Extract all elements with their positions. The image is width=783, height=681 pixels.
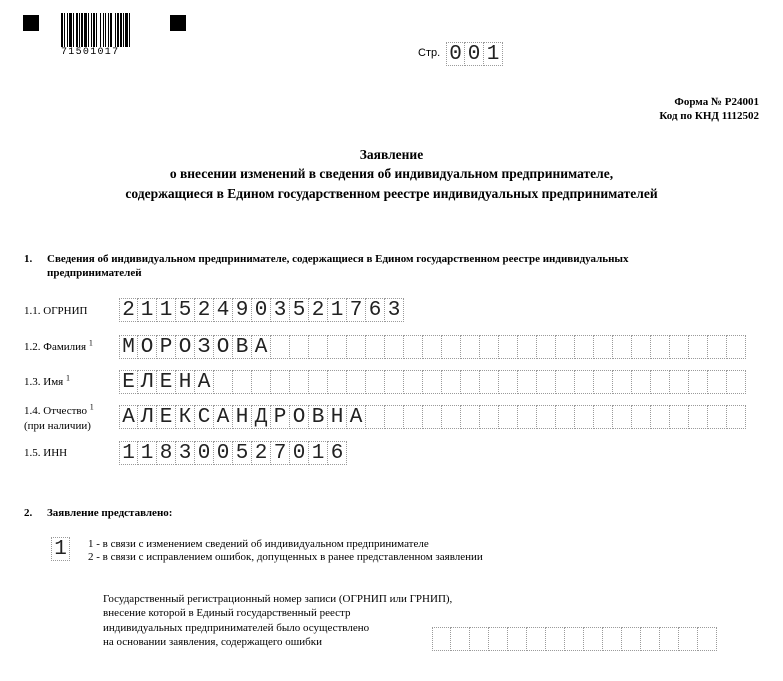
char-cell xyxy=(698,627,717,651)
char-cell xyxy=(708,335,727,359)
char-cell: 1 xyxy=(157,298,176,322)
char-cell xyxy=(271,370,290,394)
char-cell: 7 xyxy=(271,441,290,465)
barcode-bar xyxy=(93,13,95,47)
char-cell xyxy=(651,405,670,429)
barcode-bar xyxy=(103,13,104,47)
char-cell xyxy=(546,627,565,651)
surname-field[interactable] xyxy=(119,335,746,359)
char-cell xyxy=(480,405,499,429)
char-cell xyxy=(252,370,271,394)
char-cell: О xyxy=(290,405,309,429)
char-cell: Е xyxy=(157,405,176,429)
char-cell xyxy=(679,627,698,651)
char-cell xyxy=(461,405,480,429)
barcode-bar xyxy=(96,13,97,47)
grn-description-line-2: внесение которой в Единый государственный реестр xyxy=(103,607,351,619)
patronymic-label-text: 1.4. Отчество xyxy=(24,405,87,417)
char-cell: З xyxy=(195,335,214,359)
char-cell xyxy=(584,627,603,651)
char-cell: Л xyxy=(138,405,157,429)
char-cell xyxy=(594,370,613,394)
char-cell xyxy=(480,370,499,394)
char-cell xyxy=(670,335,689,359)
char-cell xyxy=(632,335,651,359)
char-cell xyxy=(527,627,546,651)
page-number-cells xyxy=(446,42,503,66)
page-label: Стр. xyxy=(418,47,441,59)
char-cell xyxy=(404,370,423,394)
barcode-bar xyxy=(115,13,116,47)
char-cell: 6 xyxy=(366,298,385,322)
char-cell xyxy=(442,370,461,394)
char-cell: А xyxy=(195,370,214,394)
barcode-bar xyxy=(67,13,68,47)
char-cell xyxy=(613,370,632,394)
char-cell xyxy=(518,335,537,359)
title-line-3: содержащиеся в Едином государственном реестре индивидуальных предпринимателей xyxy=(125,186,658,201)
char-cell: Р xyxy=(157,335,176,359)
char-cell xyxy=(603,627,622,651)
char-cell: М xyxy=(119,335,138,359)
grn-description-line-4: на основании заявления, содержащего ошибки xyxy=(103,636,322,648)
footnote-mark: 1 xyxy=(89,402,94,412)
char-cell xyxy=(708,370,727,394)
char-cell xyxy=(442,335,461,359)
char-cell: 8 xyxy=(157,441,176,465)
char-cell: С xyxy=(195,405,214,429)
char-cell xyxy=(575,370,594,394)
footnote-mark: 1 xyxy=(65,373,70,383)
inn-label: 1.5. ИНН xyxy=(24,447,68,459)
char-cell xyxy=(594,405,613,429)
char-cell xyxy=(290,370,309,394)
char-cell xyxy=(632,370,651,394)
char-cell xyxy=(641,627,660,651)
barcode-bar xyxy=(84,13,87,47)
char-cell: 5 xyxy=(290,298,309,322)
char-cell xyxy=(537,335,556,359)
barcode-bar xyxy=(76,13,78,47)
char-cell xyxy=(385,370,404,394)
char-cell: 5 xyxy=(233,441,252,465)
corner-marker-left xyxy=(23,15,39,31)
ogrnip-label: 1.1. ОГРНИП xyxy=(24,305,88,317)
char-cell xyxy=(565,627,584,651)
char-cell xyxy=(499,370,518,394)
char-cell xyxy=(328,370,347,394)
char-cell: В xyxy=(309,405,328,429)
char-cell xyxy=(670,405,689,429)
char-cell xyxy=(385,335,404,359)
char-cell: 1 xyxy=(51,537,70,561)
char-cell xyxy=(423,335,442,359)
char-cell: 3 xyxy=(271,298,290,322)
char-cell: 3 xyxy=(385,298,404,322)
char-cell: 0 xyxy=(195,441,214,465)
char-cell xyxy=(670,370,689,394)
char-cell xyxy=(309,370,328,394)
char-cell xyxy=(461,335,480,359)
section1-heading-line-1: Сведения об индивидуальном предпринимателе, содержащиеся в Едином государственном реестре индивидуальных xyxy=(47,253,629,265)
char-cell: Д xyxy=(252,405,271,429)
char-cell: 1 xyxy=(309,441,328,465)
char-cell xyxy=(432,627,451,651)
barcode-bar xyxy=(73,13,74,47)
char-cell xyxy=(689,335,708,359)
char-cell: О xyxy=(214,335,233,359)
section1-heading-line-2: предпринимателей xyxy=(47,267,142,279)
char-cell: А xyxy=(252,335,271,359)
char-cell xyxy=(556,335,575,359)
char-cell: 0 xyxy=(214,441,233,465)
barcode-bar xyxy=(91,13,92,47)
barcode-bar xyxy=(117,13,119,47)
char-cell xyxy=(651,370,670,394)
char-cell xyxy=(689,405,708,429)
char-cell xyxy=(404,405,423,429)
char-cell: 1 xyxy=(484,42,503,66)
char-cell xyxy=(689,370,708,394)
char-cell xyxy=(508,627,527,651)
char-cell: Р xyxy=(271,405,290,429)
barcode-bar xyxy=(69,13,72,47)
name-label-text: 1.3. Имя xyxy=(24,376,64,388)
char-cell xyxy=(461,370,480,394)
name-label xyxy=(24,373,70,389)
char-cell xyxy=(537,405,556,429)
char-cell: Е xyxy=(119,370,138,394)
char-cell: 7 xyxy=(347,298,366,322)
char-cell: Л xyxy=(138,370,157,394)
char-cell xyxy=(309,335,328,359)
char-cell xyxy=(328,335,347,359)
char-cell xyxy=(727,370,746,394)
char-cell xyxy=(423,405,442,429)
barcode-bar xyxy=(79,13,80,47)
char-cell: 1 xyxy=(119,441,138,465)
char-cell: А xyxy=(347,405,366,429)
char-cell: 1 xyxy=(138,298,157,322)
char-cell: А xyxy=(214,405,233,429)
char-cell xyxy=(499,405,518,429)
ogrnip-field[interactable] xyxy=(119,298,404,322)
char-cell: 0 xyxy=(446,42,465,66)
section2-number: 2. xyxy=(24,507,33,519)
title-line-1: Заявление xyxy=(359,147,424,162)
corner-marker-right xyxy=(170,15,186,31)
barcode-bar xyxy=(120,13,122,47)
char-cell: 2 xyxy=(195,298,214,322)
char-cell xyxy=(622,627,641,651)
form-number: Форма № Р24001 xyxy=(674,96,759,108)
char-cell xyxy=(556,405,575,429)
char-cell xyxy=(727,405,746,429)
char-cell xyxy=(366,335,385,359)
char-cell xyxy=(651,335,670,359)
barcode-bar xyxy=(110,13,112,47)
name-field[interactable] xyxy=(119,370,746,394)
barcode-bar xyxy=(88,13,89,47)
char-cell xyxy=(423,370,442,394)
char-cell xyxy=(660,627,679,651)
barcode-bar xyxy=(105,13,106,47)
barcode-number: 71501017 xyxy=(61,47,120,58)
char-cell xyxy=(404,335,423,359)
barcode-bar xyxy=(129,13,130,47)
char-cell xyxy=(451,627,470,651)
char-cell xyxy=(347,335,366,359)
char-cell: О xyxy=(176,335,195,359)
patronymic-label xyxy=(24,402,94,418)
barcode-bar xyxy=(61,13,63,47)
char-cell xyxy=(613,405,632,429)
char-cell xyxy=(271,335,290,359)
char-cell xyxy=(366,405,385,429)
footnote-mark: 1 xyxy=(88,338,93,348)
char-cell: 1 xyxy=(138,441,157,465)
char-cell: К xyxy=(176,405,195,429)
char-cell: 2 xyxy=(309,298,328,322)
char-cell: В xyxy=(233,335,252,359)
char-cell xyxy=(575,405,594,429)
char-cell xyxy=(470,627,489,651)
reason-option-1: 1 - в связи с изменением сведений об индивидуальном предпринимателе xyxy=(88,538,429,550)
char-cell xyxy=(366,370,385,394)
barcode-bar xyxy=(100,13,101,47)
barcode-bar xyxy=(123,13,124,47)
barcode xyxy=(61,13,151,49)
char-cell: 3 xyxy=(176,441,195,465)
char-cell xyxy=(442,405,461,429)
char-cell xyxy=(575,335,594,359)
patronymic-field[interactable] xyxy=(119,405,746,429)
reason-field[interactable] xyxy=(51,537,70,561)
char-cell xyxy=(518,370,537,394)
char-cell xyxy=(290,335,309,359)
char-cell xyxy=(613,335,632,359)
grn-description-line-3: индивидуальных предпринимателей было осуществлено xyxy=(103,622,370,634)
title-line-2: о внесении изменений в сведения об индивидуальном предпринимателе, xyxy=(169,166,614,181)
grn-field[interactable] xyxy=(432,627,717,651)
char-cell: 6 xyxy=(328,441,347,465)
char-cell: 4 xyxy=(214,298,233,322)
char-cell xyxy=(233,370,252,394)
barcode-bar xyxy=(108,13,109,47)
char-cell: Н xyxy=(176,370,195,394)
barcode-bar xyxy=(125,13,128,47)
char-cell xyxy=(556,370,575,394)
char-cell xyxy=(708,405,727,429)
char-cell: А xyxy=(119,405,138,429)
char-cell: 0 xyxy=(465,42,484,66)
char-cell: 2 xyxy=(252,441,271,465)
section1-number: 1. xyxy=(24,253,33,265)
barcode-bar xyxy=(81,13,83,47)
char-cell: 0 xyxy=(252,298,271,322)
char-cell xyxy=(489,627,508,651)
char-cell xyxy=(727,335,746,359)
patronymic-note: (при наличии) xyxy=(24,420,91,432)
char-cell: 2 xyxy=(119,298,138,322)
surname-label-text: 1.2. Фамилия xyxy=(24,341,87,353)
knd-code: Код по КНД 1112502 xyxy=(659,110,759,122)
char-cell: 1 xyxy=(328,298,347,322)
char-cell xyxy=(594,335,613,359)
char-cell xyxy=(632,405,651,429)
char-cell: Е xyxy=(157,370,176,394)
char-cell xyxy=(518,405,537,429)
reason-option-2: 2 - в связи с исправлением ошибок, допущенных в ранее представленном заявлении xyxy=(88,551,483,563)
char-cell: 9 xyxy=(233,298,252,322)
inn-field[interactable] xyxy=(119,441,347,465)
char-cell: О xyxy=(138,335,157,359)
char-cell: 0 xyxy=(290,441,309,465)
char-cell xyxy=(385,405,404,429)
surname-label xyxy=(24,338,93,354)
char-cell xyxy=(480,335,499,359)
char-cell xyxy=(347,370,366,394)
char-cell: Н xyxy=(233,405,252,429)
char-cell xyxy=(214,370,233,394)
grn-description-line-1: Государственный регистрационный номер записи (ОГРНИП или ГРНИП), xyxy=(103,593,453,605)
section2-heading: Заявление представлено: xyxy=(47,507,173,519)
char-cell: 5 xyxy=(176,298,195,322)
char-cell xyxy=(499,335,518,359)
char-cell: Н xyxy=(328,405,347,429)
barcode-bar xyxy=(64,13,65,47)
char-cell xyxy=(537,370,556,394)
